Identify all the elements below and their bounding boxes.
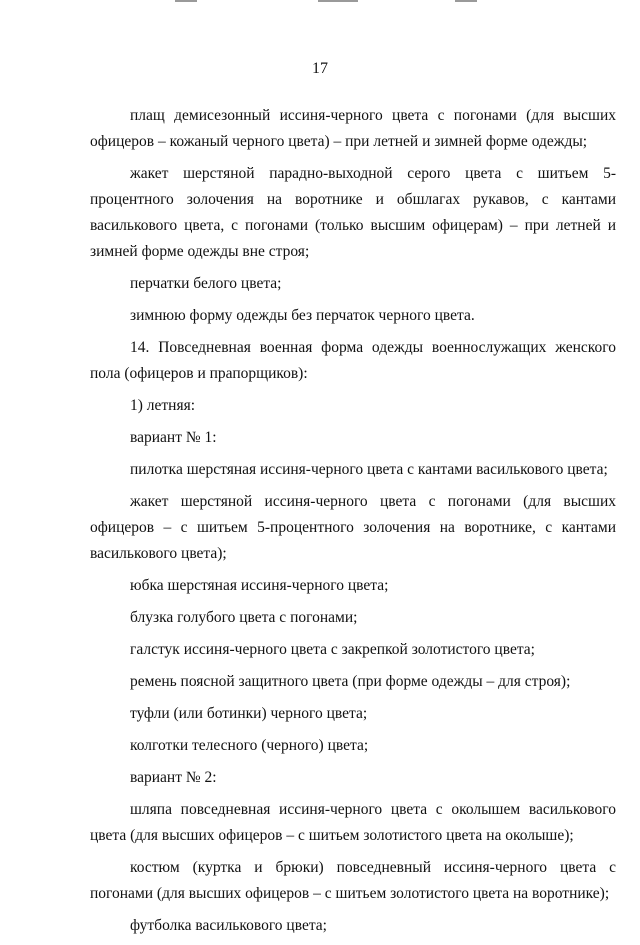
paragraph: галстук иссиня-черного цвета с закрепкой золотистого цвета; bbox=[130, 641, 535, 658]
paragraph: костюм (куртка и брюки) повседневный иссиня-черного цвета с погонами (для высших офицеров – с шитьем золотистого цвета на воротнике); bbox=[90, 859, 616, 902]
paragraph: плащ демисезонный иссиня-черного цвета с погонами (для высших офицеров – кожаный черного цвета) – при летней и зимней форме одежды; bbox=[90, 107, 616, 150]
paragraph: туфли (или ботинки) черного цвета; bbox=[130, 705, 368, 722]
paragraph: пилотка шерстяная иссиня-черного цвета с кантами василькового цвета; bbox=[130, 461, 608, 478]
variant-heading: вариант № 2: bbox=[130, 769, 217, 786]
paragraph: шляпа повседневная иссиня-черного цвета с околышем василькового цвета (для высших офицеров – с шитьем золотистого цвета на околыше); bbox=[90, 801, 616, 844]
paragraph: ремень поясной защитного цвета (при форме одежды – для строя); bbox=[130, 673, 571, 690]
paragraph: блузка голубого цвета с погонами; bbox=[130, 609, 358, 626]
variant-heading: вариант № 1: bbox=[130, 429, 217, 446]
paragraph: жакет шерстяной иссиня-черного цвета с погонами (для высших офицеров – с шитьем 5-процентного золочения на воротнике, с кантами василькового цвета); bbox=[90, 493, 616, 562]
paragraph: жакет шерстяной парадно-выходной серого цвета с шитьем 5-процентного золочения на воротнике и обшлагах рукавов, с кантами василькового цвета, с погонами (только высшим офицерам) – при летней и зимней форме одежды вне строя; bbox=[90, 165, 616, 260]
paragraph: зимнюю форму одежды без перчаток черного цвета. bbox=[130, 307, 475, 324]
paragraph: футболка василькового цвета; bbox=[130, 917, 327, 934]
document-body bbox=[90, 103, 616, 945]
subsection-heading: 1) летняя: bbox=[130, 397, 196, 414]
paragraph: колготки телесного (черного) цвета; bbox=[130, 737, 369, 754]
paragraph: юбка шерстяная иссиня-черного цвета; bbox=[130, 577, 389, 594]
scan-edge-marks bbox=[0, 0, 640, 6]
paragraph: перчатки белого цвета; bbox=[130, 275, 282, 292]
page-number: 17 bbox=[312, 60, 328, 77]
section-heading: 14. Повседневная военная форма одежды военнослужащих женского пола (офицеров и прапорщиков): bbox=[90, 339, 616, 382]
